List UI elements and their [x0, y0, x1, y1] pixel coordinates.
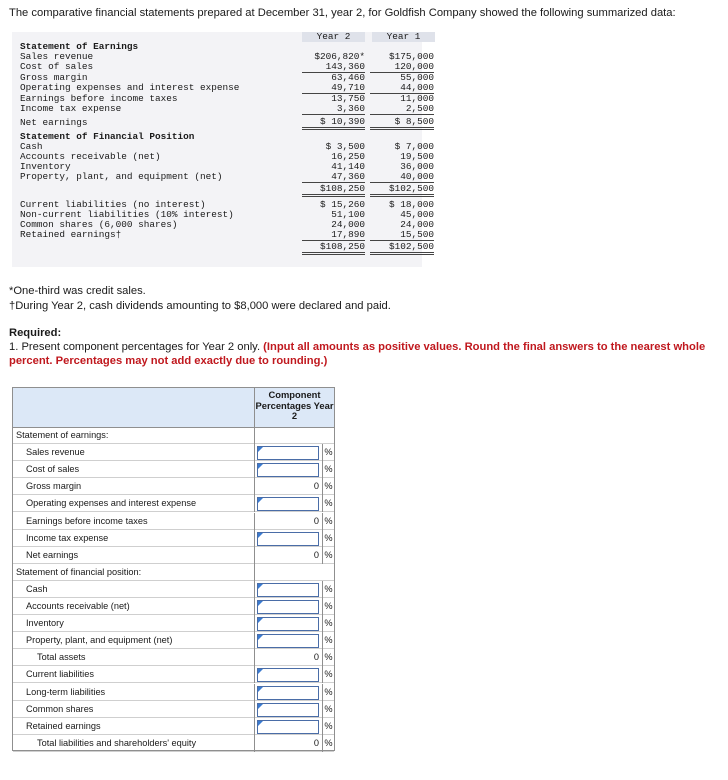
section-row [13, 427, 334, 444]
percent-sign: % [322, 581, 334, 598]
table-row [13, 735, 334, 752]
calculated-percentage: 0 [313, 652, 319, 663]
percentage-input[interactable] [257, 463, 319, 477]
input-marker-icon [258, 704, 263, 709]
statement-value-y1: $ 18,000 [388, 199, 434, 210]
statement-label: Gross margin [20, 72, 88, 83]
row-label: Cost of sales [13, 461, 255, 478]
statement-value-y1: $ 7,000 [394, 141, 434, 152]
table-row [13, 495, 334, 512]
statement-value-y2: 47,360 [302, 172, 365, 183]
percent-sign: % [322, 701, 334, 718]
table-row [13, 513, 334, 530]
statement-label: Income tax expense [20, 103, 122, 114]
statement-value-y1: 36,000 [400, 161, 434, 172]
input-marker-icon [258, 618, 263, 623]
percent-sign: % [322, 649, 334, 666]
required-instructions [9, 340, 709, 368]
intro-text: The comparative financial statements prepared at December 31, year 2, for Goldfish Company showed the following summarized data: [9, 7, 676, 19]
statement-value-y2: $ 3,500 [325, 141, 365, 152]
statement-value-y2: 143,360 [302, 62, 365, 73]
row-label: Income tax expense [13, 530, 255, 547]
statement-value-y2: $ 15,260 [319, 199, 365, 210]
row-label: Gross margin [13, 478, 255, 495]
row-label: Inventory [13, 615, 255, 632]
statement-value-y1: $175,000 [388, 51, 434, 62]
total-liabilities-y1: $102,500 [370, 242, 434, 255]
statement-value-y1: 11,000 [400, 93, 434, 104]
statement-value-y2: 49,710 [302, 83, 365, 94]
row-label: Common shares [13, 701, 255, 718]
table-row [13, 632, 334, 649]
statement-value-y2: $ 10,390 [302, 117, 365, 130]
table-row [13, 478, 334, 495]
input-marker-icon [258, 601, 263, 606]
calculated-percentage: 0 [313, 737, 319, 748]
percent-sign: % [322, 598, 334, 615]
statement-label: Retained earnings† [20, 229, 122, 240]
statement-value-y1: 55,000 [400, 72, 434, 83]
table-row [13, 530, 334, 547]
row-label: Retained earnings [13, 718, 255, 735]
percent-sign: % [322, 735, 334, 752]
percentage-input[interactable] [257, 583, 319, 597]
table-header-component-percentages: Component Percentages Year 2 [255, 388, 334, 428]
statement-value-y2: 17,890 [302, 230, 365, 241]
earnings-title: Statement of Earnings [20, 41, 139, 52]
table-header-blank [13, 388, 255, 428]
calculated-percentage: 0 [313, 515, 319, 526]
statement-value-y2: $206,820* [314, 51, 365, 62]
statement-value-y2: 16,250 [331, 151, 365, 162]
total-assets-y1: $102,500 [370, 184, 434, 197]
percentage-input[interactable] [257, 600, 319, 614]
row-label: Property, plant, and equipment (net) [13, 632, 255, 649]
percent-sign: % [322, 513, 334, 530]
statement-label: Cost of sales [20, 61, 94, 72]
total-assets-y2: $108,250 [302, 184, 365, 197]
row-label: Total liabilities and shareholders' equity [13, 735, 255, 752]
input-marker-icon [258, 687, 263, 692]
percentage-input[interactable] [257, 634, 319, 648]
row-label: Earnings before income taxes [13, 513, 255, 530]
table-row [13, 461, 334, 478]
input-marker-icon [258, 498, 263, 503]
statement-value-y1: 44,000 [370, 83, 434, 94]
statement-value-y1: 2,500 [370, 104, 434, 115]
statement-value-y1: 40,000 [370, 172, 434, 183]
table-row [13, 718, 334, 735]
input-marker-icon [258, 447, 263, 452]
statement-value-y1: 45,000 [400, 209, 434, 220]
percentage-input[interactable] [257, 532, 319, 546]
table-row [13, 581, 334, 598]
table-row [13, 649, 334, 666]
statement-label: Net earnings [20, 117, 88, 128]
financial-statements [12, 31, 434, 267]
row-label: Long-term liabilities [13, 684, 255, 701]
statement-label: Current liabilities (no interest) [20, 199, 206, 210]
statement-value-y2: 3,360 [302, 104, 365, 115]
row-label: Statement of earnings: [13, 427, 255, 444]
percentage-input[interactable] [257, 446, 319, 460]
table-row [13, 666, 334, 683]
row-label: Accounts receivable (net) [13, 598, 255, 615]
percentage-input[interactable] [257, 617, 319, 631]
percentage-input[interactable] [257, 686, 319, 700]
percentage-input[interactable] [257, 497, 319, 511]
table-row [13, 547, 334, 564]
statement-label: Earnings before income taxes [20, 93, 178, 104]
percent-sign: % [322, 444, 334, 461]
table-row [13, 615, 334, 632]
statement-value-y1: 19,500 [400, 151, 434, 162]
percentage-input[interactable] [257, 720, 319, 734]
percent-sign: % [322, 495, 334, 512]
percent-sign: % [322, 547, 334, 564]
input-marker-icon [258, 464, 263, 469]
dividends-note: †During Year 2, cash dividends amounting to $8,000 were declared and paid. [9, 300, 391, 312]
component-percentages-table [12, 387, 335, 751]
section-row [13, 564, 334, 581]
percent-sign: % [322, 530, 334, 547]
credit-sales-note: *One-third was credit sales. [9, 285, 146, 297]
statement-value-y2: 13,750 [331, 93, 365, 104]
statement-label: Property, plant, and equipment (net) [20, 171, 223, 182]
table-row [13, 598, 334, 615]
position-title: Statement of Financial Position [20, 131, 195, 142]
statement-label: Sales revenue [20, 51, 94, 62]
table-row [13, 444, 334, 461]
statement-label: Accounts receivable (net) [20, 151, 161, 162]
row-label: Statement of financial position: [13, 564, 255, 581]
statement-value-y1: $ 8,500 [370, 117, 434, 130]
statement-value-y2: 24,000 [331, 219, 365, 230]
row-label: Current liabilities [13, 666, 255, 683]
total-liabilities-y2: $108,250 [302, 242, 365, 255]
input-marker-icon [258, 635, 263, 640]
row-label: Total assets [13, 649, 255, 666]
required-title: Required: [9, 327, 62, 339]
statement-label: Non-current liabilities (10% interest) [20, 209, 234, 220]
statement-value-y1: 15,500 [370, 230, 434, 241]
statement-label: Common shares (6,000 shares) [20, 219, 178, 230]
statement-label: Cash [20, 141, 43, 152]
percentage-input[interactable] [257, 703, 319, 717]
year1-header: Year 1 [372, 32, 435, 42]
statement-value-y1: 24,000 [400, 219, 434, 230]
input-marker-icon [258, 721, 263, 726]
required-red-instructions: (Input all amounts as positive values. Round the final answers to the nearest whole percent. Percentages may not add exactly due to rounding.) [9, 341, 706, 367]
percentage-input[interactable] [257, 668, 319, 682]
statement-label: Operating expenses and interest expense [20, 82, 240, 93]
statement-value-y1: 120,000 [370, 62, 434, 73]
year2-header: Year 2 [302, 32, 365, 42]
calculated-percentage: 0 [313, 549, 319, 560]
statement-value-y2: 63,460 [331, 72, 365, 83]
percent-sign: % [322, 718, 334, 735]
table-row [13, 684, 334, 701]
row-label: Net earnings [13, 547, 255, 564]
statement-label: Inventory [20, 161, 71, 172]
percent-sign: % [322, 684, 334, 701]
table-row [13, 701, 334, 718]
percent-sign: % [322, 632, 334, 649]
percent-sign: % [322, 461, 334, 478]
statement-value-y2: 41,140 [331, 161, 365, 172]
row-label: Cash [13, 581, 255, 598]
percent-sign: % [322, 478, 334, 495]
required-text: 1. Present component percentages for Year 2 only. [9, 341, 264, 353]
row-label: Sales revenue [13, 444, 255, 461]
statement-value-y2: 51,100 [331, 209, 365, 220]
percent-sign: % [322, 666, 334, 683]
calculated-percentage: 0 [313, 481, 319, 492]
percent-sign: % [322, 615, 334, 632]
row-label: Operating expenses and interest expense [13, 495, 255, 512]
input-marker-icon [258, 584, 263, 589]
input-marker-icon [258, 533, 263, 538]
input-marker-icon [258, 669, 263, 674]
